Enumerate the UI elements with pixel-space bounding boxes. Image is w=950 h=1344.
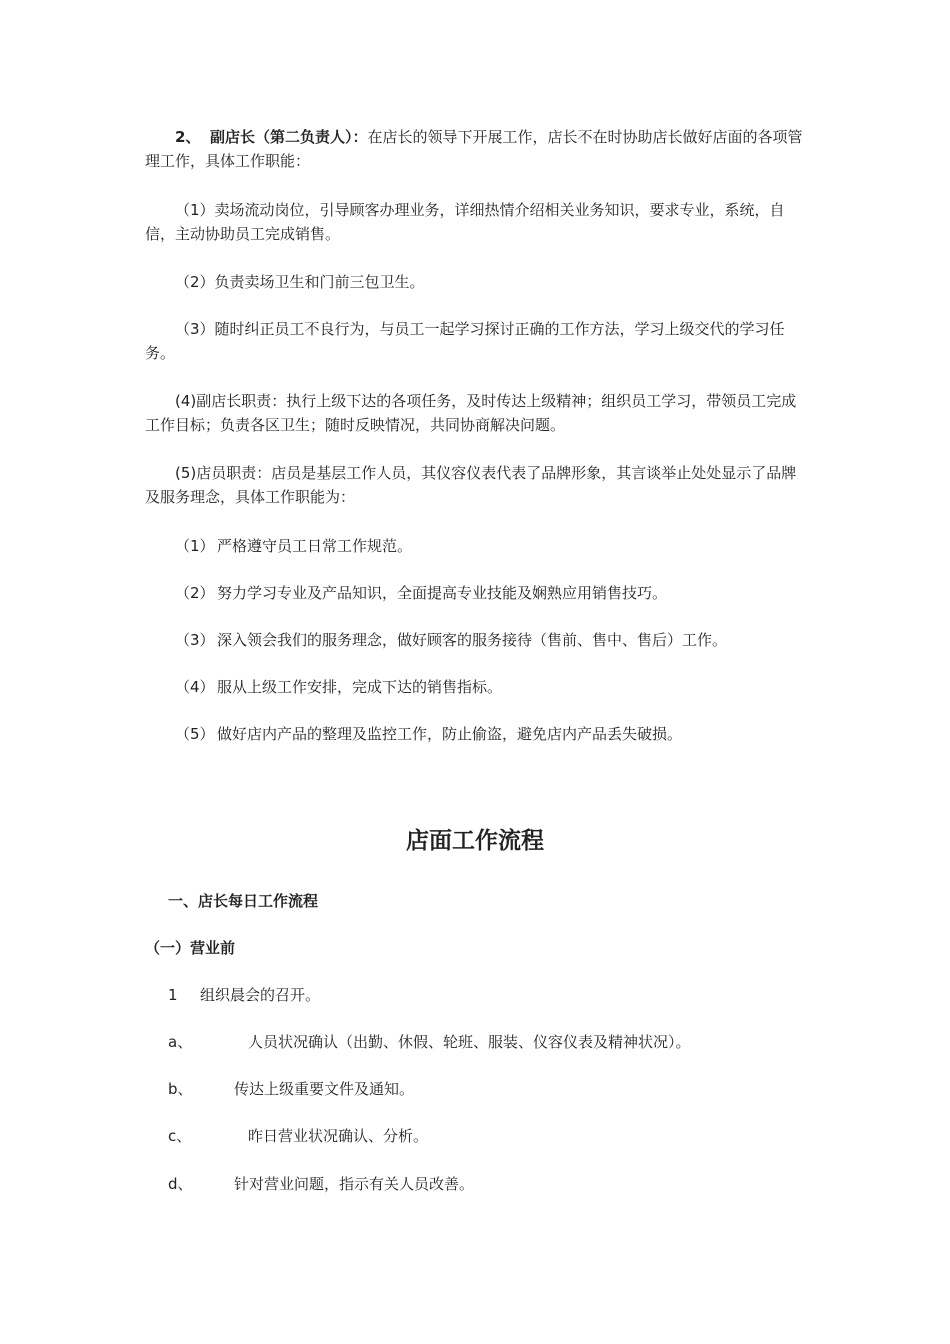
substep-d-text: 针对营业问题，指示有关人员改善。 [234,1175,475,1193]
deputy-duty-3: （3）随时纠正员工不良行为，与员工一起学习探讨正确的工作方法，学习上级交代的学习任务。 [145,320,785,362]
substep-c-label: c、 [168,1127,192,1145]
deputy-duty-4: (4)副店长职责：执行上级下达的各项任务，及时传达上级精神；组织员工学习，带领员工完成工作目标；负责各区卫生；随时反映情况，共同协商解决问题。 [145,392,797,434]
subsection-one-heading: （一）营业前 [145,939,236,957]
section-2-number: 2、 [175,128,201,146]
staff-duty-5-text: 做好店内产品的整理及监控工作，防止偷盗，避免店内产品丢失破损。 [217,725,683,743]
section-2-heading: 副店长（第二负责人）： [209,128,368,146]
section-one-heading: 一、店长每日工作流程 [168,892,319,910]
deputy-duty-1: （1）卖场流动岗位，引导顾客办理业务，详细热情介绍相关业务知识，要求专业，系统，自信，主动协助员工完成销售。 [145,201,785,243]
staff-duty-4-number: （4） [175,678,215,696]
page-title: 店面工作流程 [406,828,544,854]
staff-duty-3-number: （3） [175,631,215,649]
staff-duty-4-text: 服从上级工作安排，完成下达的销售指标。 [217,678,503,696]
substep-d-label: d、 [168,1175,193,1193]
substep-a-text: 人员状况确认（出勤、休假、轮班、服装、仪容仪表及精神状况）。 [248,1033,691,1051]
section-2-text: 在店长的领导下开展工作，店长不在时协助店长做好店面的各项管理工作，具体工作职能： [145,128,803,170]
deputy-duty-5: (5)店员职责：店员是基层工作人员，其仪容仪表代表了品牌形象，其言谈举止处处显示了品牌及服务理念，具体工作职能为： [145,464,797,506]
staff-duty-5-number: （5） [175,725,215,743]
substep-c-text: 昨日营业状况确认、分析。 [248,1127,429,1145]
substep-b-text: 传达上级重要文件及通知。 [234,1080,415,1098]
substep-b-label: b、 [168,1080,193,1098]
substep-a-label: a、 [168,1033,193,1051]
staff-duty-2-text: 努力学习专业及产品知识，全面提高专业技能及娴熟应用销售技巧。 [217,584,668,602]
staff-duty-3-text: 深入领会我们的服务理念，做好顾客的服务接待（售前、售中、售后）工作。 [217,631,728,649]
staff-duty-2-number: （2） [175,584,215,602]
step-1-text: 组织晨会的召开。 [200,986,321,1004]
step-1-number: 1 [168,986,178,1004]
staff-duty-1-text: 严格遵守员工日常工作规范。 [217,537,413,555]
deputy-duty-2: （2）负责卖场卫生和门前三包卫生。 [175,273,425,291]
staff-duty-1-number: （1） [175,537,215,555]
section-2-paragraph [145,125,810,173]
